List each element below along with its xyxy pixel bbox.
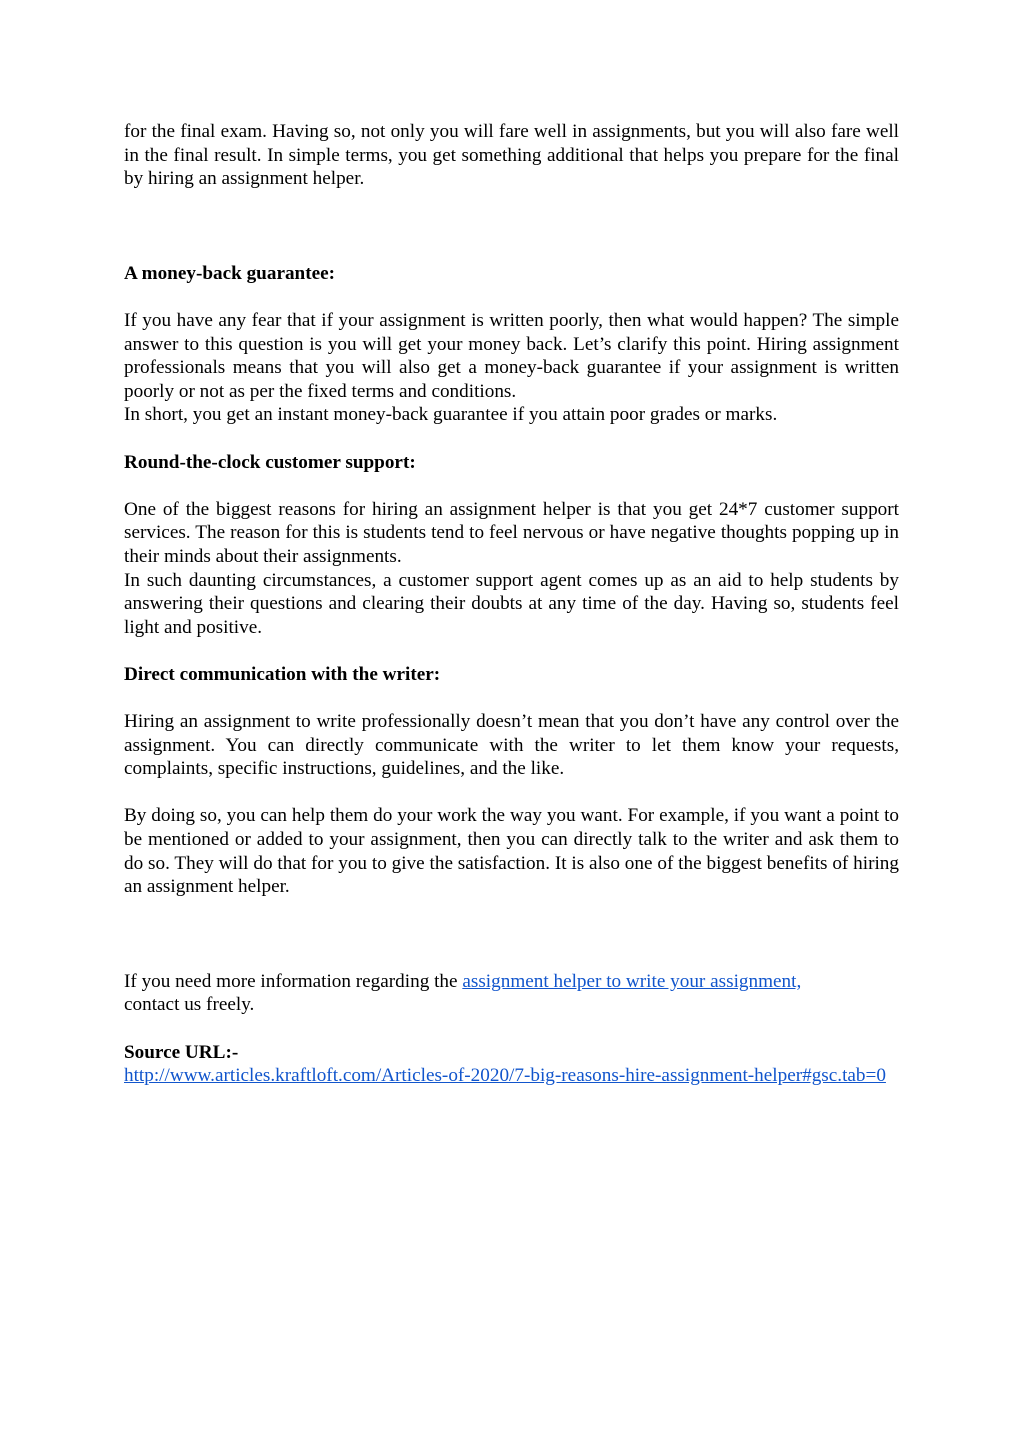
writer-paragraph-2: By doing so, you can help them do your work the way you want. For example, if you want a point to be mentioned or added to your assignment, then you can directly talk to the writer and ask them to do so. They will do that for you to give the satisfaction. It is also one of the biggest benefits of hiring an assignment helper. bbox=[124, 805, 899, 898]
source-url-paragraph bbox=[124, 1064, 899, 1088]
assignment-helper-link[interactable]: assignment helper to write your assignment, bbox=[462, 970, 802, 992]
source-url-link[interactable]: http://www.articles.kraftloft.com/Articles-of-2020/7-big-reasons-hire-assignment-helper#gsc.tab=0 bbox=[124, 1065, 886, 1087]
writer-heading: Direct communication with the writer: bbox=[124, 663, 441, 685]
contact-suffix: contact us freely. bbox=[124, 994, 255, 1016]
support-heading: Round-the-clock customer support: bbox=[124, 451, 416, 473]
money-back-paragraph-2: In short, you get an instant money-back guarantee if you attain poor grades or marks. bbox=[124, 404, 778, 426]
spacer bbox=[124, 639, 899, 663]
spacer bbox=[124, 427, 899, 451]
source-label: Source URL:- bbox=[124, 1041, 239, 1063]
support-paragraph-1: One of the biggest reasons for hiring an assignment helper is that you get 24*7 customer support services. The reason for this is students tend to feel nervous or have negative thoughts popping up in their minds about their assignments. bbox=[124, 498, 899, 567]
money-back-heading: A money-back guarantee: bbox=[124, 262, 336, 284]
support-paragraph-2: In such daunting circumstances, a customer support agent comes up as an aid to help students by answering their questions and clearing their doubts at any time of the day. Having so, students feel light and positive. bbox=[124, 569, 899, 638]
intro-paragraph: for the final exam. Having so, not only you will fare well in assignments, but you will also fare well in the final result. In simple terms, you get something additional that helps you prepare for the final by hiring an assignment helper. bbox=[124, 121, 899, 190]
spacer bbox=[124, 1017, 899, 1041]
spacer bbox=[124, 474, 899, 498]
spacer bbox=[124, 899, 899, 970]
spacer bbox=[124, 285, 899, 309]
writer-paragraph-1: Hiring an assignment to write professionally doesn’t mean that you don’t have any control over the assignment. You can directly communicate with the writer to let them know your requests, complaints, specific instructions, guidelines, and the like. bbox=[124, 711, 899, 780]
document-page bbox=[124, 120, 899, 1088]
spacer bbox=[124, 781, 899, 805]
money-back-paragraph-1: If you have any fear that if your assignment is written poorly, then what would happen? The simple answer to this question is you will get your money back. Let’s clarify this point. Hiring assignment professionals means that you will also get a money-back guarantee if your assignment is written poorly or not as per the fixed terms and conditions. bbox=[124, 309, 899, 402]
spacer bbox=[124, 686, 899, 710]
spacer bbox=[124, 191, 899, 262]
contact-paragraph bbox=[124, 970, 899, 1017]
contact-prefix: If you need more information regarding the bbox=[124, 970, 463, 992]
